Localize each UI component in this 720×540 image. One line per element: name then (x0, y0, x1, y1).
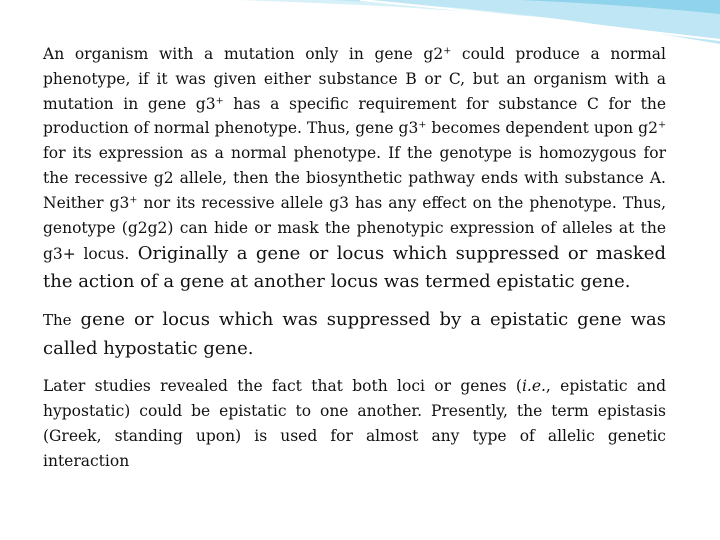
text-run-italic: i.e. (521, 377, 546, 396)
text-run: nor its recessive allele g3 has any effect on the phenotype. Thus, genotype (g2g2) can hide or mask the phenotypic expression of alleles at the g3+ locus. (43, 193, 667, 264)
text-run-epistatic-definition: Originally a gene or locus which suppressed or masked the action of a gene at another locus was termed epistatic gene. (43, 243, 666, 292)
superscript: + (129, 194, 138, 206)
superscript: + (443, 45, 452, 57)
paragraph-hypostatic-definition (43, 306, 666, 362)
text-run: , epistatic and hypostatic) could be epistatic to one another. Presently, the term epistasis (Greek, standing upon) is used for almost any type of allelic genetic interaction (43, 377, 666, 470)
superscript: + (418, 120, 427, 132)
superscript: + (657, 120, 666, 132)
paragraph-later-studies (43, 374, 666, 473)
text-run: The (43, 311, 72, 330)
superscript: + (215, 95, 224, 107)
text-run: gene or locus which was suppressed by a epistatic gene was called hypostatic gene. (43, 309, 666, 359)
text-run: for its expression as a normal phenotype. If the genotype is homozygous for the recessive g2 allele, then the biosynthetic pathway ends with substance A. Neither g3 (43, 144, 666, 212)
text-run: becomes dependent upon g2 (426, 119, 658, 138)
text-run: has a specific requirement for substance C for the production of normal phenotype. Thus, gene g3 (43, 94, 667, 138)
text-run: An organism with a mutation only in gene g2 (43, 45, 444, 63)
text-run: Later studies revealed the fact that both loci or genes ( (43, 377, 522, 396)
slide-body (43, 42, 666, 474)
text-run: could produce a normal phenotype, if it was given either substance B or C, but an organism with a mutation in gene g3 (43, 45, 667, 113)
paragraph-epistasis-example (43, 42, 666, 295)
